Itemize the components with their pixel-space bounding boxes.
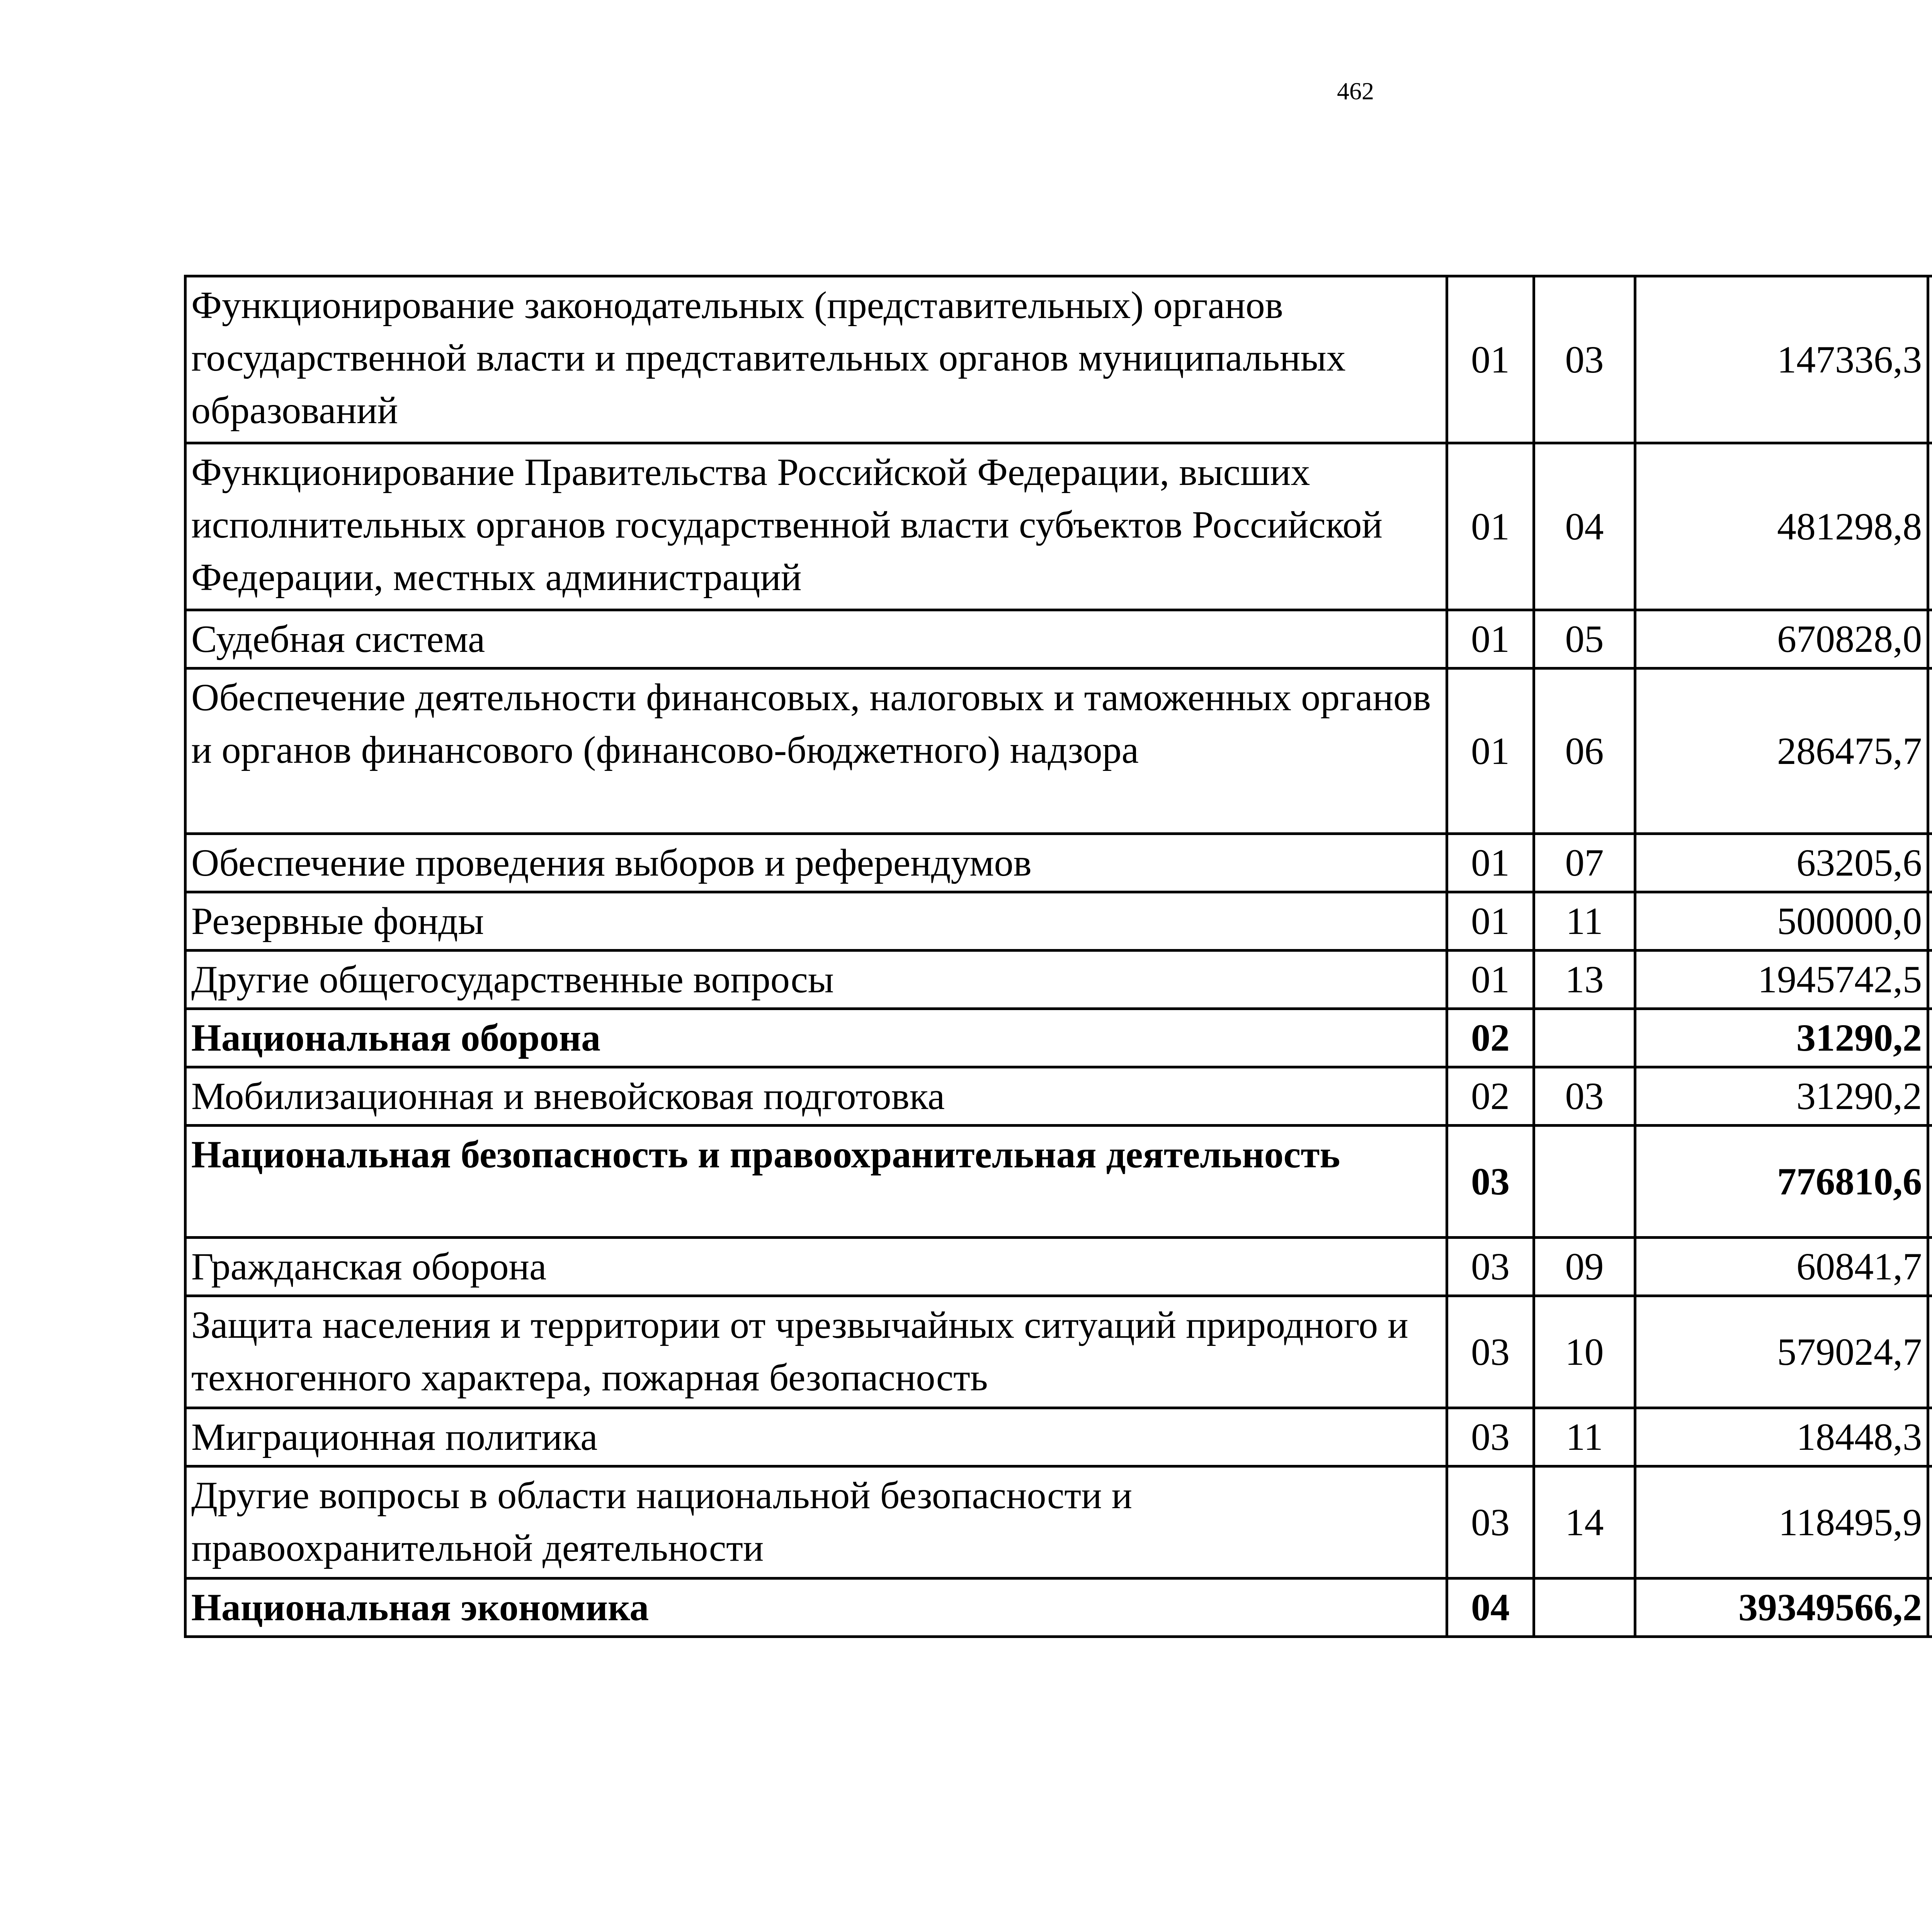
amount-year-2 bbox=[1928, 1238, 1932, 1296]
table-row bbox=[185, 1009, 1932, 1067]
amount-year-1: 579024,7 bbox=[1635, 1296, 1928, 1408]
amount-year-1: 63205,6 bbox=[1635, 834, 1928, 892]
table-row bbox=[185, 276, 1932, 443]
subsection-code: 09 bbox=[1534, 1238, 1635, 1296]
subsection-code: 13 bbox=[1534, 951, 1635, 1009]
subsection-code: 03 bbox=[1534, 1067, 1635, 1126]
section-code: 01 bbox=[1447, 951, 1534, 1009]
section-code: 03 bbox=[1447, 1296, 1534, 1408]
section-code: 02 bbox=[1447, 1067, 1534, 1126]
table-row bbox=[185, 668, 1932, 834]
amount-year-1: 670828,0 bbox=[1635, 610, 1928, 668]
row-name: Резервные фонды bbox=[185, 892, 1447, 951]
row-name: Миграционная политика bbox=[185, 1408, 1447, 1466]
subsection-code bbox=[1534, 1126, 1635, 1238]
table-row bbox=[185, 1579, 1932, 1637]
table-row bbox=[185, 610, 1932, 668]
row-name: Другие вопросы в области национальной безопасности и правоохранительной деятельности bbox=[185, 1466, 1447, 1579]
amount-year-1: 147336,3 bbox=[1635, 276, 1928, 443]
amount-year-2 bbox=[1928, 276, 1932, 443]
row-name: Мобилизационная и вневойсковая подготовка bbox=[185, 1067, 1447, 1126]
row-name: Обеспечение проведения выборов и референдумов bbox=[185, 834, 1447, 892]
row-name: Национальная безопасность и правоохранительная деятельность bbox=[185, 1126, 1447, 1238]
subsection-code: 11 bbox=[1534, 892, 1635, 951]
section-code: 04 bbox=[1447, 1579, 1534, 1637]
table-row bbox=[185, 834, 1932, 892]
amount-year-1: 60841,7 bbox=[1635, 1238, 1928, 1296]
section-code: 03 bbox=[1447, 1466, 1534, 1579]
section-code: 03 bbox=[1447, 1408, 1534, 1466]
amount-year-2 bbox=[1928, 951, 1932, 1009]
section-code: 01 bbox=[1447, 668, 1534, 834]
amount-year-1: 776810,6 bbox=[1635, 1126, 1928, 1238]
table-row bbox=[185, 1067, 1932, 1126]
row-name: Функционирование законодательных (представительных) органов государственной власти и представительных органов муниципальных образований bbox=[185, 276, 1447, 443]
table-row bbox=[185, 1408, 1932, 1466]
row-name: Функционирование Правительства Российской Федерации, высших исполнительных органов государственной власти субъектов Российской Федерации, местных администраций bbox=[185, 443, 1447, 610]
table-row bbox=[185, 443, 1932, 610]
section-code: 01 bbox=[1447, 276, 1534, 443]
row-name: Обеспечение деятельности финансовых, налоговых и таможенных органов и органов финансового (финансово-бюджетного) надзора bbox=[185, 668, 1447, 834]
amount-year-1: 31290,2 bbox=[1635, 1067, 1928, 1126]
table-row bbox=[185, 1126, 1932, 1238]
amount-year-2 bbox=[1928, 834, 1932, 892]
amount-year-2 bbox=[1928, 1296, 1932, 1408]
section-code: 01 bbox=[1447, 443, 1534, 610]
amount-year-2 bbox=[1928, 1067, 1932, 1126]
row-name: Гражданская оборона bbox=[185, 1238, 1447, 1296]
amount-year-1: 1945742,5 bbox=[1635, 951, 1928, 1009]
amount-year-2 bbox=[1928, 1009, 1932, 1067]
section-code: 02 bbox=[1447, 1009, 1534, 1067]
amount-year-2 bbox=[1928, 610, 1932, 668]
row-name: Другие общегосударственные вопросы bbox=[185, 951, 1447, 1009]
section-code: 01 bbox=[1447, 610, 1534, 668]
row-name: Национальная экономика bbox=[185, 1579, 1447, 1637]
subsection-code: 03 bbox=[1534, 276, 1635, 443]
section-code: 01 bbox=[1447, 834, 1534, 892]
subsection-code: 11 bbox=[1534, 1408, 1635, 1466]
subsection-code: 10 bbox=[1534, 1296, 1635, 1408]
subsection-code: 05 bbox=[1534, 610, 1635, 668]
amount-year-2 bbox=[1928, 1126, 1932, 1238]
table-row bbox=[185, 1466, 1932, 1579]
amount-year-2 bbox=[1928, 1466, 1932, 1579]
amount-year-1: 286475,7 bbox=[1635, 668, 1928, 834]
amount-year-2 bbox=[1928, 1408, 1932, 1466]
amount-year-2 bbox=[1928, 892, 1932, 951]
section-code: 03 bbox=[1447, 1126, 1534, 1238]
table-row bbox=[185, 951, 1932, 1009]
amount-year-1: 500000,0 bbox=[1635, 892, 1928, 951]
table-row bbox=[185, 892, 1932, 951]
amount-year-1: 18448,3 bbox=[1635, 1408, 1928, 1466]
amount-year-1: 481298,8 bbox=[1635, 443, 1928, 610]
amount-year-2 bbox=[1928, 1579, 1932, 1637]
subsection-code: 14 bbox=[1534, 1466, 1635, 1579]
row-name: Судебная система bbox=[185, 610, 1447, 668]
amount-year-2 bbox=[1928, 443, 1932, 610]
amount-year-2 bbox=[1928, 668, 1932, 834]
row-name: Национальная оборона bbox=[185, 1009, 1447, 1067]
subsection-code bbox=[1534, 1009, 1635, 1067]
budget-table bbox=[184, 275, 1932, 1638]
amount-year-1: 118495,9 bbox=[1635, 1466, 1928, 1579]
row-name: Защита населения и территории от чрезвычайных ситуаций природного и техногенного характера, пожарная безопасность bbox=[185, 1296, 1447, 1408]
table-row bbox=[185, 1238, 1932, 1296]
section-code: 03 bbox=[1447, 1238, 1534, 1296]
page-number: 462 bbox=[1337, 77, 1374, 105]
amount-year-1: 39349566,2 bbox=[1635, 1579, 1928, 1637]
subsection-code: 06 bbox=[1534, 668, 1635, 834]
amount-year-1: 31290,2 bbox=[1635, 1009, 1928, 1067]
subsection-code: 04 bbox=[1534, 443, 1635, 610]
table-row bbox=[185, 1296, 1932, 1408]
subsection-code: 07 bbox=[1534, 834, 1635, 892]
section-code: 01 bbox=[1447, 892, 1534, 951]
subsection-code bbox=[1534, 1579, 1635, 1637]
